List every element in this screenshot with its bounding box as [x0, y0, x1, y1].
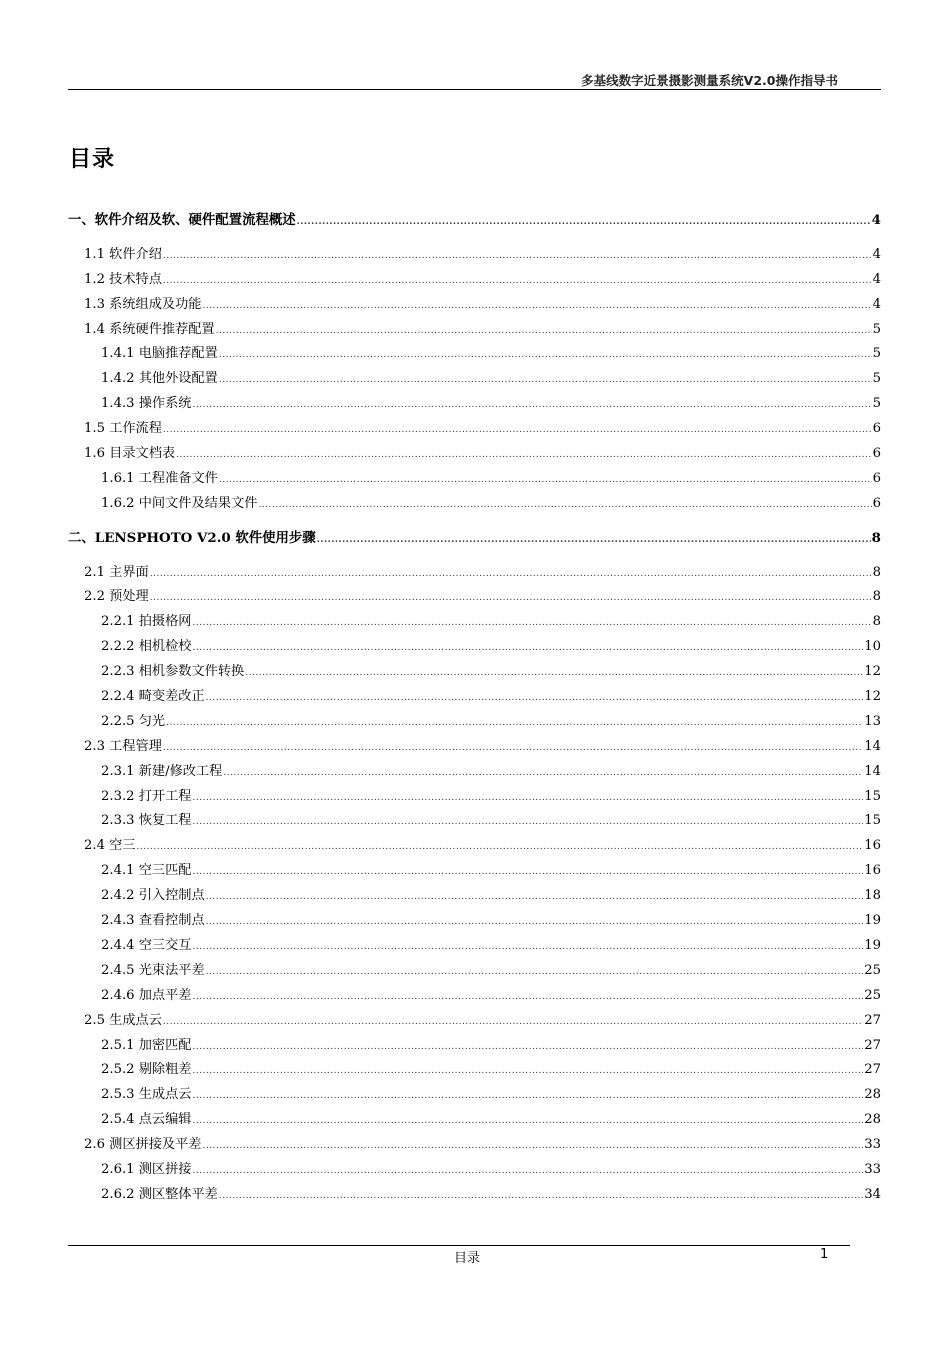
toc-entry-label: 1.6.2 中间文件及结果文件: [101, 495, 258, 511]
toc-entry-label: 2.2.4 畸变差改正: [101, 689, 205, 705]
toc-entry-label: 2.1 主界面: [84, 564, 149, 580]
toc-entry-page-number: 16: [864, 863, 881, 879]
toc-entry[interactable]: [68, 417, 881, 442]
toc-entry-label: 2.5.1 加密匹配: [101, 1037, 192, 1053]
toc-entry-label: 2.4.3 查看控制点: [101, 913, 205, 929]
toc-entry-label: 1.4.2 其他外设配置: [101, 371, 218, 387]
toc-dot-leader: [245, 661, 863, 686]
toc-entry-page-number: 28: [864, 1112, 881, 1128]
toc-dot-leader: [317, 528, 871, 553]
toc-entry[interactable]: [68, 392, 881, 417]
toc-entry-page-number: 15: [864, 813, 881, 829]
toc-entry-page-number: 8: [871, 529, 881, 546]
toc-dot-leader: [206, 885, 864, 910]
toc-entry-page-number: 5: [872, 321, 881, 337]
toc-entry[interactable]: [68, 367, 881, 392]
toc-entry-label: 2.2.5 匀光: [101, 713, 166, 729]
toc-entry-page-number: 12: [864, 664, 881, 680]
toc-entry-label: 2.3.3 恢复工程: [101, 813, 192, 829]
toc-entry[interactable]: [68, 467, 881, 492]
toc-dot-leader: [219, 368, 872, 393]
toc-entry-label: 2.4.4 空三交互: [101, 937, 192, 953]
toc-dot-leader: [163, 736, 863, 761]
toc-dot-leader: [193, 1084, 864, 1109]
toc-entry-page-number: 8: [872, 614, 881, 630]
toc-dot-leader: [219, 468, 872, 493]
toc-entry[interactable]: [68, 785, 881, 810]
toc-entry-label: 2.4.2 引入控制点: [101, 888, 205, 904]
toc-entry-label: 2.2.1 拍摄格网: [101, 614, 192, 630]
toc-entry[interactable]: [68, 318, 881, 343]
footer-label: 目录: [454, 1251, 481, 1266]
toc-entry-label: 1.4.1 电脑推荐配置: [101, 346, 218, 362]
toc-entry-label: 2.6.2 测区整体平差: [101, 1186, 218, 1202]
toc-dot-leader: [163, 269, 872, 294]
toc-dot-leader: [206, 960, 864, 985]
toc-entry[interactable]: [68, 834, 881, 859]
toc-entry-page-number: 28: [864, 1087, 881, 1103]
toc-entry[interactable]: [68, 909, 881, 934]
toc-dot-leader: [219, 343, 872, 368]
toc-entry[interactable]: [68, 293, 881, 318]
toc-entry-page-number: 16: [864, 838, 881, 854]
toc-dot-leader: [193, 636, 864, 661]
toc-entry-page-number: 6: [872, 446, 881, 462]
toc-entry-label: 2.6 测区拼接及平差: [84, 1137, 202, 1153]
toc-entry-page-number: 6: [872, 495, 881, 511]
toc-entry-page-number: 5: [872, 346, 881, 362]
toc-entry-page-number: 19: [864, 913, 881, 929]
toc-entry-label: 1.6.1 工程准备文件: [101, 470, 218, 486]
toc-entry[interactable]: [68, 1133, 881, 1158]
toc-dot-leader: [206, 686, 864, 711]
toc-entry-label: 2.5 生成点云: [84, 1012, 162, 1028]
toc-entry-page-number: 25: [864, 987, 881, 1003]
toc-entry-label: 2.2.3 相机参数文件转换: [101, 664, 245, 680]
toc-entry-page-number: 15: [864, 788, 881, 804]
toc-dot-leader: [163, 244, 872, 269]
toc-entry[interactable]: [68, 1034, 881, 1059]
toc-entry-page-number: 33: [864, 1137, 881, 1153]
toc-dot-leader: [163, 418, 872, 443]
toc-dot-leader: [216, 319, 872, 344]
toc-entry[interactable]: [68, 984, 881, 1009]
table-of-contents: [68, 208, 881, 1208]
header-title: 多基线数字近景摄影测量系统V2.0操作指导书: [581, 73, 838, 88]
toc-entry-label: 2.4 空三: [84, 838, 136, 854]
toc-dot-leader: [202, 294, 871, 319]
toc-entry-page-number: 4: [871, 212, 881, 228]
toc-entry-label: 2.5.4 点云编辑: [101, 1112, 192, 1128]
header-rule: [68, 89, 881, 90]
toc-entry-page-number: 12: [864, 689, 881, 705]
toc-dot-leader: [219, 1184, 863, 1209]
toc-entry-page-number: 27: [864, 1012, 881, 1028]
toc-entry[interactable]: [68, 561, 881, 586]
toc-entry-page-number: 13: [864, 713, 881, 729]
toc-dot-leader: [193, 1109, 864, 1134]
toc-entry[interactable]: [68, 208, 881, 233]
toc-entry-page-number: 27: [864, 1037, 881, 1053]
toc-entry-page-number: 10: [864, 639, 881, 655]
toc-entry[interactable]: [68, 1083, 881, 1108]
toc-title: 目录: [69, 147, 116, 172]
toc-entry[interactable]: [68, 268, 881, 293]
toc-dot-leader: [193, 611, 872, 636]
toc-entry[interactable]: [68, 1058, 881, 1083]
toc-entry-page-number: 8: [872, 564, 881, 580]
toc-entry-label: 1.2 技术特点: [84, 271, 162, 287]
toc-entry-label: 2.3.2 打开工程: [101, 788, 192, 804]
toc-entry-label: 2.3 工程管理: [84, 738, 162, 754]
toc-dot-leader: [297, 210, 871, 235]
toc-entry-label: 2.4.1 空三匹配: [101, 863, 192, 879]
toc-entry-page-number: 34: [864, 1186, 881, 1202]
toc-entry-label: 1.4.3 操作系统: [101, 396, 192, 412]
toc-entry[interactable]: [68, 859, 881, 884]
toc-dot-leader: [176, 443, 872, 468]
toc-entry-label: 1.6 目录文档表: [84, 446, 176, 462]
toc-dot-leader: [163, 1010, 863, 1035]
toc-entry-page-number: 14: [864, 738, 881, 754]
toc-entry-label: 2.6.1 测区拼接: [101, 1161, 192, 1177]
toc-entry-page-number: 6: [872, 421, 881, 437]
toc-dot-leader: [150, 562, 872, 587]
toc-dot-leader: [223, 761, 863, 786]
footer-rule: [68, 1245, 850, 1246]
toc-entry-label: 2.5.2 剔除粗差: [101, 1062, 192, 1078]
toc-dot-leader: [150, 586, 872, 611]
toc-entry-label: 二、LENSPHOTO V2.0 软件使用步骤: [68, 529, 316, 546]
toc-entry-label: 1.4 系统硬件推荐配置: [84, 321, 215, 337]
toc-entry-page-number: 33: [864, 1161, 881, 1177]
toc-dot-leader: [193, 1059, 864, 1084]
toc-dot-leader: [137, 835, 864, 860]
toc-dot-leader: [193, 393, 872, 418]
toc-entry[interactable]: [68, 710, 881, 735]
toc-dot-leader: [166, 711, 863, 736]
toc-entry[interactable]: [68, 243, 881, 268]
toc-entry[interactable]: [68, 735, 881, 760]
toc-entry-page-number: 8: [872, 589, 881, 605]
toc-entry-page-number: 4: [872, 296, 881, 312]
toc-entry-label: 一、软件介绍及软、硬件配置流程概述: [68, 212, 296, 228]
toc-entry-page-number: 27: [864, 1062, 881, 1078]
toc-dot-leader: [193, 810, 864, 835]
toc-entry[interactable]: [68, 1009, 881, 1034]
toc-dot-leader: [258, 493, 871, 518]
toc-entry-page-number: 19: [864, 937, 881, 953]
toc-entry-label: 2.2.2 相机检校: [101, 639, 192, 655]
toc-entry[interactable]: [68, 884, 881, 909]
toc-entry-label: 1.1 软件介绍: [84, 246, 162, 262]
footer-page-number: 1: [820, 1247, 829, 1262]
toc-entry-page-number: 18: [864, 888, 881, 904]
toc-entry[interactable]: [68, 1158, 881, 1183]
toc-entry-page-number: 5: [872, 371, 881, 387]
toc-entry[interactable]: [68, 442, 881, 467]
toc-entry[interactable]: [68, 959, 881, 984]
toc-entry-page-number: 25: [864, 962, 881, 978]
toc-entry-label: 1.5 工作流程: [84, 421, 162, 437]
toc-entry[interactable]: [68, 1183, 881, 1208]
toc-entry-page-number: 4: [872, 271, 881, 287]
toc-entry-label: 2.2 预处理: [84, 589, 149, 605]
toc-dot-leader: [193, 1159, 864, 1184]
toc-dot-leader: [193, 860, 864, 885]
toc-entry[interactable]: [68, 526, 881, 551]
toc-entry[interactable]: [68, 934, 881, 959]
toc-entry[interactable]: [68, 610, 881, 635]
toc-dot-leader: [193, 935, 864, 960]
toc-entry[interactable]: [68, 660, 881, 685]
toc-dot-leader: [193, 985, 864, 1010]
toc-entry[interactable]: [68, 1108, 881, 1133]
toc-dot-leader: [193, 786, 864, 811]
toc-entry[interactable]: [68, 809, 881, 834]
toc-entry-label: 2.5.3 生成点云: [101, 1087, 192, 1103]
toc-entry[interactable]: [68, 685, 881, 710]
toc-entry-page-number: 14: [864, 763, 881, 779]
toc-entry-label: 2.4.6 加点平差: [101, 987, 192, 1003]
toc-dot-leader: [193, 1035, 864, 1060]
toc-entry-page-number: 4: [872, 246, 881, 262]
toc-entry[interactable]: [68, 635, 881, 660]
toc-entry-label: 2.3.1 新建/修改工程: [101, 763, 223, 779]
toc-dot-leader: [206, 910, 864, 935]
toc-entry[interactable]: [68, 492, 881, 517]
toc-entry-label: 1.3 系统组成及功能: [84, 296, 202, 312]
toc-entry[interactable]: [68, 760, 881, 785]
toc-entry-page-number: 6: [872, 470, 881, 486]
toc-entry-label: 2.4.5 光束法平差: [101, 962, 205, 978]
toc-entry[interactable]: [68, 585, 881, 610]
toc-entry[interactable]: [68, 342, 881, 367]
toc-entry-page-number: 5: [872, 396, 881, 412]
toc-dot-leader: [202, 1134, 863, 1159]
